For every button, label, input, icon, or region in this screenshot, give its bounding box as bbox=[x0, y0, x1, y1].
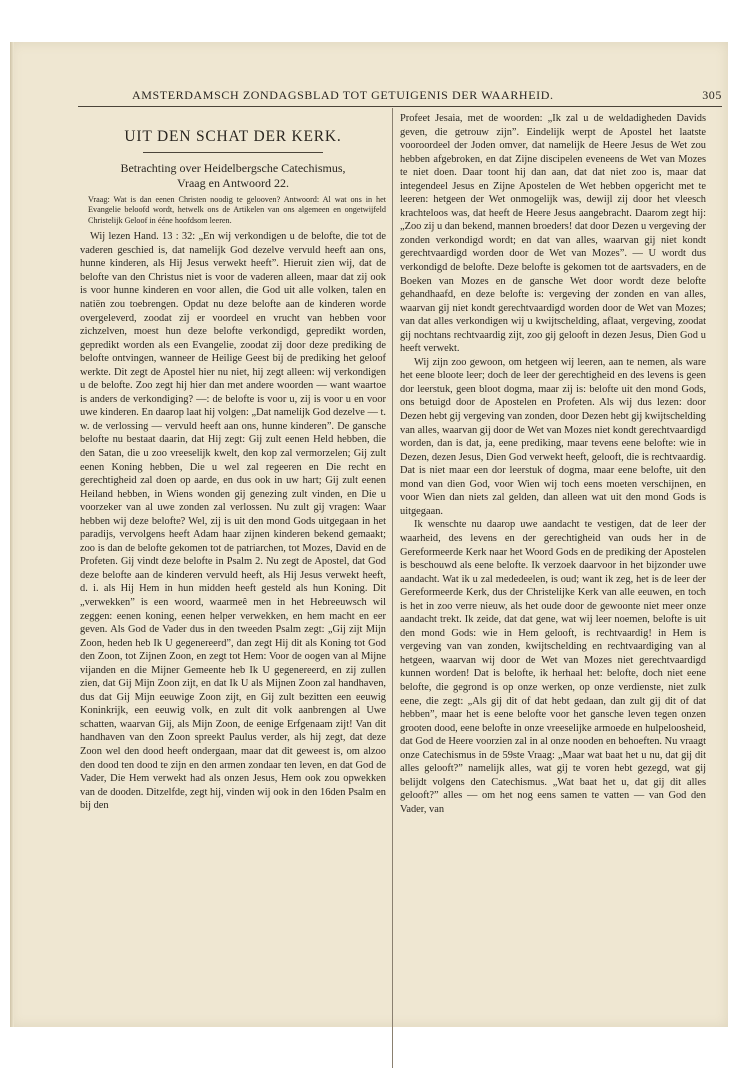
running-header bbox=[132, 88, 722, 104]
right-column-paragraph-3: Ik wenschte nu daarop uwe aandacht te vestigen, dat de leer der waarheid, des levens en der gerechtigheid van ouds her in de Gereformeerde Kerk naar het Woord Gods en de prediking der Apostelen is beschouwd als eene belofte. Ik verzoek daarvoor in het bijzonder uwe aandacht. Wat ik u zal mededeelen, is oud; want ik zeg, het is de leer der Gereformeerde Kerk, dus der Christelijke Kerk van alle eeuwen, en toch is het in zoo verre nieuw, als het oude door de gewoonte niet meer onze aandacht trekt. Ik zeide, dat dat gene, wat wij leer noemen, belofte is uit den mond Gods: wie in Hem gelooft, is rechtvaardig! in Hem is vergeving van van zonden, kwijtschelding en rechtvaardiging van al hetgeen, waarvan wij door de Wet van Mozes niet gerechtvaardigd kunnen worden! Dat is belofte, ik herhaal het: belofte, doch niet eene belofte, die gegrond is op onze werken, op onze verdienste, niet zulk eene, die zegt: „Als gij dit of dat hebt gedaan, dan zult gij dit of dat hebben”, maar het is eene belofte voor het gansche leven tegen onzen grooten dood, eene belofte in onze vreeselijke armoede en hulpeloosheid, dat God de Heere voorzien zal in al onze nooden en behoeften. Nu vraagt onze Catechismus in de 59ste Vraag: „Maar wat baat het u nu, dat gij dit alles gelooft?” namelijk alles, wat gij te voren hebt gezegd, wat gij belijdt volgens den Catechismus. „Wat baat het u, dat gij dit alles gelooft?” alles — om het nog eens samen te vatten — van God den Vader, van bbox=[400, 519, 706, 815]
page-edge-shadow bbox=[10, 42, 14, 1027]
catechism-question-answer: Vraag: Wat is dan eenen Christen noodig te gelooven? Antwoord: Al wat ons in het Evangelie beloofd wordt, hetwelk ons de Artikelen van ons algemeen en ongetwijfeld Christelijk Geloof in ééne hoofdsom leeren. bbox=[88, 195, 386, 225]
left-column bbox=[80, 112, 386, 813]
right-column bbox=[400, 112, 706, 816]
right-column-paragraph-1: Profeet Jesaia, met de woorden: „Ik zal u de weldadigheden Davids geven, die getrouw zijn”. Eindelijk werpt de Apostel het laatste vooroordeel der Joden omver, dat namelijk de Heere Jesus de Wet zou hebben afgebroken, en dat Zijne discipelen eveneens de Wet van Mozes te niet doen. Daar toont hij dan aan, dat dat niet zoo is, maar dat integendeel Jesus en Zijne Apostelen de Wet hebben opgericht met te leeren: hetgeen der Wet onmogelijk was, dewijl zij door het vleesch krachteloos was, dat heeft de Heere Jesus aangebracht. Daarom zegt hij: „Zoo zij u dan bekend, mannen broeders! dat door Dezen u vergeving der zonden verkondigd wordt; en dat van alles, waarvan gij niet kondt gerechtvaardigd worden door de Wet van Mozes”. — U wordt dus verkondigd de belofte. Deze belofte is gekomen tot de aartsvaders, en de Boeken van Mozes en de gansche Wet door wordt deze belofte gehandhaafd, en deze belofte is: vergeving der zonden en van alles, waarvan gij niet kondt gerechtvaardigd worden door de Wet van Mozes; van dat alles verkondigen wij u kwijtschelding, aflaat, vergeving, zoodat gij nochtans rechtvaardig zijt, zoo gij gelooft in dezen Jesus, Dien God u heeft verwekt. bbox=[400, 113, 706, 355]
header-rule bbox=[78, 106, 722, 107]
section-title-rule bbox=[143, 152, 323, 153]
article-subtitle-line1: Betrachting over Heidelbergsche Catechismus, bbox=[120, 161, 346, 175]
right-column-paragraph-2: Wij zijn zoo gewoon, om hetgeen wij leeren, aan te nemen, als ware het eene bloote leer; doch de leer der gerechtigheid en des levens is geen dor leerstuk, geen bloot dogma, maar zij is: belofte uit den mond Gods, ons betuigd door de Apostelen en Profeten. Als wij dus lezen: door Dezen hebt gij vergeving van zonden, door Dezen hebt gij kwijtschelding van alles, waarvan gij door de Wet van Mozes niet kondt gerechtvaardigd worden, dan is dat, ja, eene prediking, maar tevens eene belofte: wie in Dezen, dezen Jesus, Dien God verwekt heeft, gelooft, die is rechtvaardig. Dat is niet maar een dor leerstuk of dogma, maar eene belofte, uit den mond van dien God, voor Wien wij toch eens moeten verschijnen, en voor Wien dan niets zal gelden, dan alleen wat uit den mond Gods is uitgegaan. bbox=[400, 356, 706, 517]
newspaper-page bbox=[10, 42, 728, 1027]
running-title: AMSTERDAMSCH ZONDAGSBLAD TOT GETUIGENIS DER WAARHEID. bbox=[132, 88, 554, 102]
column-divider bbox=[392, 108, 393, 1068]
article-subtitle-line2: Vraag en Antwoord 22. bbox=[177, 176, 289, 190]
section-title: UIT DEN SCHAT DER KERK. bbox=[124, 128, 342, 145]
page-number: 305 bbox=[702, 88, 722, 102]
left-column-body: Wij lezen Hand. 13 : 32: „En wij verkondigen u de belofte, die tot de vaderen geschied is, dat namelijk God dezelve vervuld heeft aan ons, hunne kinderen, als Hij Jesus verwekt heeft”. Hieruit zien wij, dat de belofte van den Christus niet is voor de vaderen alleen, maar dat zij ook is voor hunne kinderen en voor allen, die God uit alle volken, talen en natiën zou toebrengen. Opdat nu deze belofte aan de kinderen worde overgeleverd, zoodat zij er voordeel en vrucht van hebben voor zichzelven, moest hun deze belofte verkondigd, gepredikt worden, gepredikt worden als een Evangelie, zoodat zij door deze prediking de belofte ontvingen, wanneer de Heilige Geest bij de prediking het geloof werkte. Dit zegt de Apostel hier nu niet, hij zegt alleen: wij verkondigen u de belofte. Zoo zegt hij hier dan met andere woorden — want waartoe is anders de verkondiging? —: de belofte is voor u, zij is voor u en voor uwe kinderen. En daarop laat hij volgen: „Dat namelijk God dezelve — t. w. de verlossing — vervuld heeft aan ons, hunne kinderen”. De gansche belofte nu bestaat daarin, dat Hij zegt: Gij zult eenen Held hebben, die den Satan, die u zoo vreeselijk kwelt, den kop zal vermorzelen; Gij zult eenen Koning hebben, Die u wel zal regeeren en Die recht en gerechtigheid zal doen op aarde, en dus ook in uw hart; Gij zult eenen Heiland hebben, in Wiens wonden gij genezing zult vinden, en Die u voorzeker van al uwe zonden zal verlossen. Nu zult gij vragen: Waar hebben wij deze belofte? Wel, zij is uit den mond Gods uitgegaan in het paradijs, vervolgens heeft Adam haar zijnen kinderen bekend gemaakt; zoo is dan de belofte gekomen tot de patriarchen, tot Mozes, David en de Profeten. Gij vindt deze belofte in Psalm 2. Nu zegt de Apostel, dat God deze belofte aan de kinderen vervuld heeft, als Hij Jesus verwekt heeft, d. i. als Hij Hem in hun midden heeft gesteld als hun Koning. Dit „verwekken” is een woord, waarmeê men in het Hebreeuwsch wil zeggen: eenen koning, eenen helper verwekken, en hem macht en eer geven. Als God de Vader dus in den tweeden Psalm zegt: „Gij zijt Mijn Zoon, heden heb Ik U gegenereerd”, dan zegt Hij dit als Koning tot God den Zoon, tot Zijnen Zoon, en zegt tot Hem: Voor de oogen van al Mijne vijanden en die Mijner Gemeente heb Ik U gegenereerd, en zij zullen zien, dat Gij Mijn Zoon zijt, en dat Ik U als Mijnen Zoon zal handhaven, dus dat Gij Mijn eeuwige Zoon zijt, en Gij zult bezitten een eeuwig Koninkrijk, een eeuwig volk, en zult dit volk aanbrengen al Uwe schatten, waarvan Gij, als Mijn Zoon, de eenige Erfgenaam zijt! Van dit handhaven van den Zoon spreekt Paulus verder, als hij zegt, dat deze Zoon wel den dood heeft ondergaan, maar dat dit geweest is, om alzoo den dood ten dood te zijn en den armen zondaar ten leven, en dat God de Vader, Die Hem verwekt had als onzen Jesus, Hem ook zou opwekken van de dooden. Ditzelfde, zegt hij, vinden wij ook in den 16den Psalm en bij den bbox=[80, 231, 386, 812]
